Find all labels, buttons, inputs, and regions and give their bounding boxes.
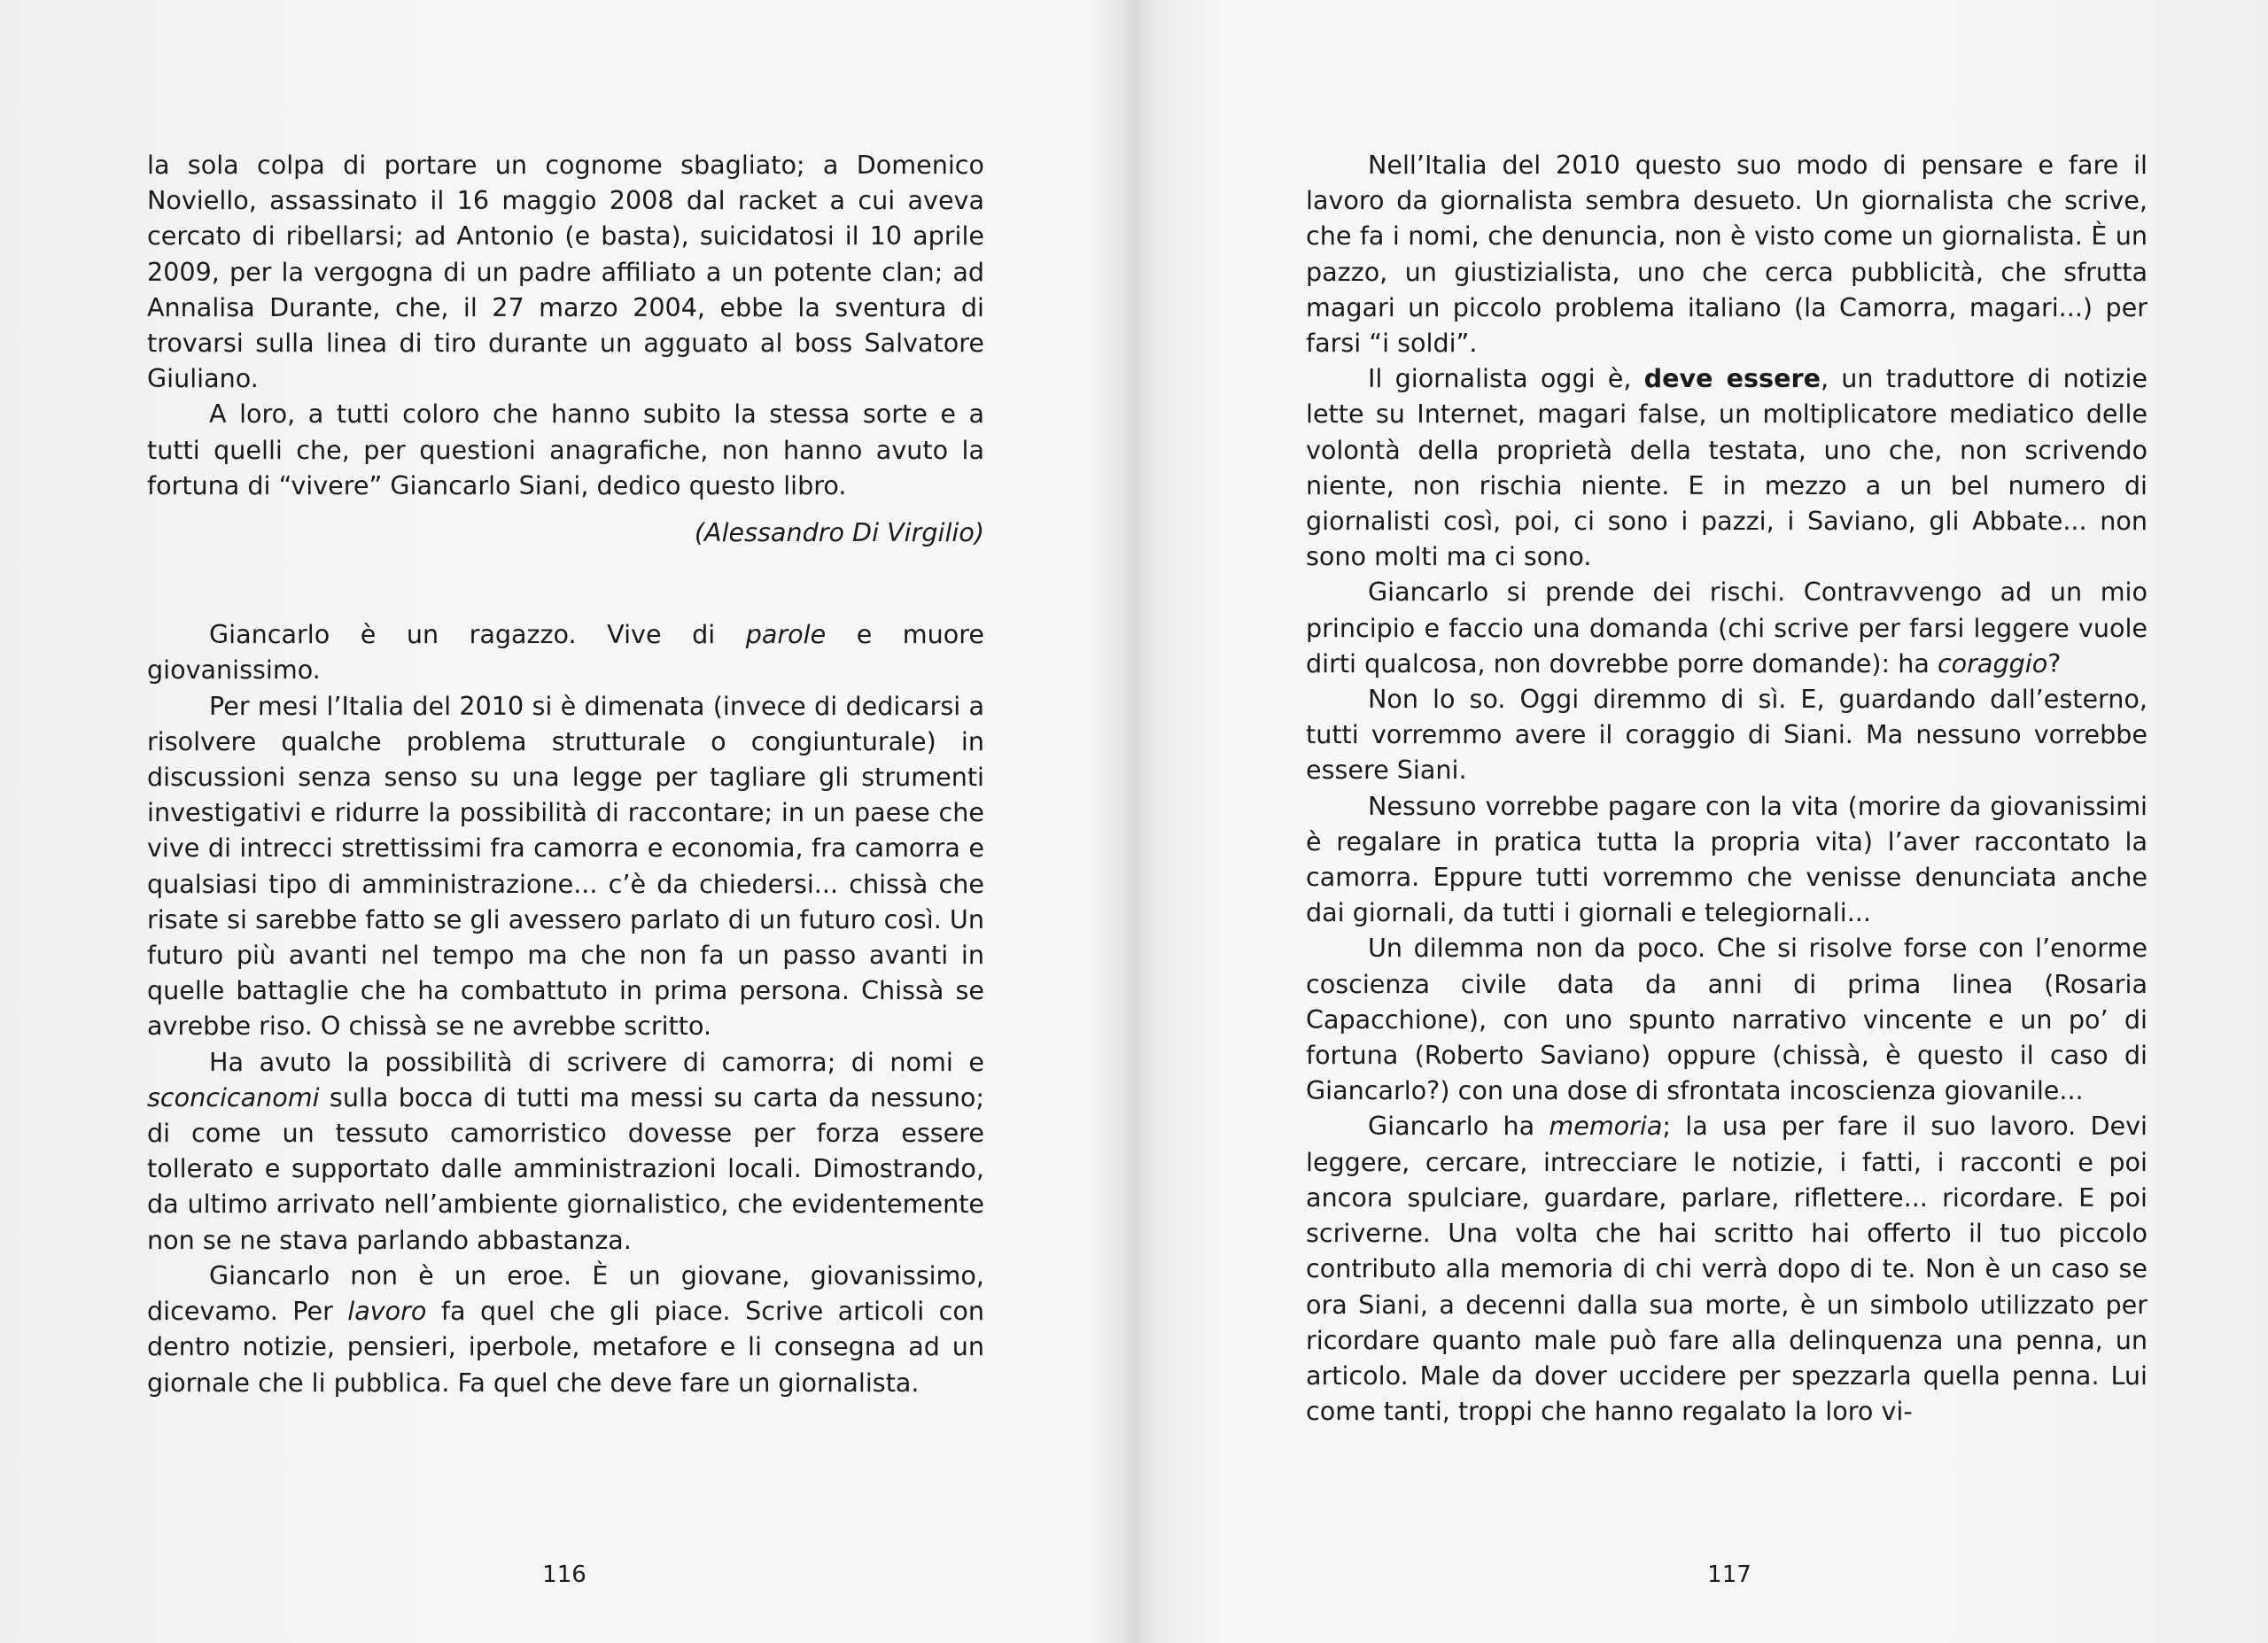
paragraph: Non lo so. Oggi diremmo di sì. E, guardando dall’esterno, tutti vorremmo avere il coraggio di Siani. Ma nessuno vorrebbe essere Siani.: [1306, 684, 2148, 786]
paragraph: la sola colpa di portare un cognome sbagliato; a Domenico Noviello, assassinato il 16 maggio 2008 dal racket a cui aveva cercato di ribellarsi; ad Antonio (e basta), suicidatosi il 10 aprile 2009, per la vergogna di un padre affiliato a un potente clan; ad Annalisa Durante, che, il 27 marzo 2004, ebbe la sventura di trovarsi sulla linea di tiro durante un agguato al boss Salvatore Giuliano.: [147, 150, 984, 394]
author-signature: (Alessandro Di Virgilio): [694, 517, 984, 548]
paragraph: Un dilemma non da poco. Che si risolve forse con l’enorme coscienza civile data da anni di prima linea (Rosaria Capacchione), con uno spunto narrativo vincente e un po’ di fortuna (Roberto Saviano) oppure (chissà, è questo il caso di Giancarlo?) con una dose di sfrontata incoscienza giovanile...: [1306, 933, 2148, 1106]
paragraph: Nessuno vorrebbe pagare con la vita (morire da giovanissimi è regalare in pratica tutta la propria vita) l’aver raccontato la camorra. Eppure tutti vorremmo che venisse denunciata anche dai giornali, da tutti i giornali e telegiornali...: [1306, 790, 2148, 928]
text-run: ?: [2047, 647, 2062, 678]
text-run: Giancarlo si prende dei rischi. Contravvengo ad un mio principio e faccio una domanda (chi scrive per farsi leggere vuole dirti qualcosa, non dovrebbe porre domande): ha: [1306, 577, 2148, 678]
italic-word: coraggio: [1937, 647, 2048, 678]
text-run: Giancarlo è un ragazzo. Vive di: [209, 619, 746, 650]
italic-word: sconcicanomi: [147, 1081, 320, 1112]
text-run: Giancarlo non è un eroe. È un giovane, giovanissimo, dicevamo. Per: [147, 1259, 984, 1327]
paragraph: [1306, 1108, 2148, 1429]
paragraph: Per mesi l’Italia del 2010 si è dimenata (invece di dedicarsi a risolvere qualche problema strutturale o congiunturale) in discussioni senza senso su una legge per tagliare gli strumenti investigativi e ridurre la possibilità di raccontare; in un paese che vive di intrecci strettissimi fra camorra e economia, fra camorra e qualsiasi tipo di amministrazione... c’è da chiedersi... chissà che risate si sarebbe fatto se gli avessero parlato di un futuro così. Un futuro più avanti nel tempo ma che non fa un passo avanti in quelle battaglie che ha combattuto in prima persona. Chissà se avrebbe riso. O chissà se ne avrebbe scritto.: [147, 690, 984, 1042]
text-run: e muore giovanissimo.: [147, 619, 984, 686]
text-run: sulla bocca di tutti ma messi su carta da nessuno; di come un tessuto camorristico dovesse per forza essere tollerato e supportato dalle amministrazioni locali. Dimostrando, da ultimo arrivato nell’ambiente giornalistico, che evidentemente non se ne stava parlando abbastanza.: [147, 1081, 984, 1255]
text-run: ; la usa per fare il suo lavoro. Devi leggere, cercare, intrecciare le notizie, i fatti, i racconti e poi ancora spulciare, guardare, parlare, riflettere... ricordare. E poi scriverne. Una volta che hai scritto hai offerto il tuo piccolo contributo alla memoria di chi verrà dopo di te. Non è un caso se ora Siani, a decenni dalla sua morte, è un simbolo utilizzato per ricordare quanto male può fare alla delinquenza una penna, un articolo. Male da dover uccidere per spezzarla quella penna. Lui come tanti, troppi che hanno regalato la loro vi-: [1306, 1111, 2148, 1427]
paragraph: [1306, 360, 2148, 574]
left-page-body: [147, 147, 984, 1400]
italic-word: memoria: [1549, 1111, 1663, 1142]
bold-phrase: deve essere: [1643, 363, 1821, 394]
paragraph: [1306, 574, 2148, 681]
italic-word: parole: [745, 619, 827, 650]
right-page-body: [1306, 147, 2148, 1429]
page-number: 117: [1707, 1562, 1751, 1588]
text-run: Il giornalista oggi è,: [1368, 363, 1644, 394]
paragraph: [147, 616, 984, 687]
italic-word: lavoro: [347, 1296, 427, 1327]
paragraph: Nell’Italia del 2010 questo suo modo di pensare e fare il lavoro da giornalista sembra desueto. Un giornalista che scrive, che fa i nomi, che denuncia, non è visto come un giornalista. È un pazzo, un giustizialista, uno che cerca pubblicità, che sfrutta magari un piccolo problema italiano (la Camorra, magari...) per farsi “i soldi”.: [1306, 150, 2148, 359]
paragraph: [147, 1258, 984, 1400]
text-run: Ha avuto la possibilità di scrivere di camorra; di nomi e: [209, 1046, 984, 1077]
right-page: [1134, 0, 2268, 1643]
text-run: Giancarlo ha: [1368, 1111, 1550, 1142]
paragraph: [147, 1044, 984, 1258]
paragraph: A loro, a tutti coloro che hanno subito la stessa sorte e a tutti quelli che, per questioni anagrafiche, non hanno avuto la fortuna di “vivere” Giancarlo Siani, dedico questo libro.: [147, 399, 984, 500]
text-run: fa quel che gli piace. Scrive articoli con dentro notizie, pensieri, iperbole, metafore e li consegna ad un giornale che li pubblica. Fa quel che deve fare un giornalista.: [147, 1296, 984, 1398]
text-run: , un traduttore di notizie lette su Internet, magari false, un moltiplicatore mediatico delle volontà della proprietà della testata, uno che, non scrivendo niente, non rischia niente. E in mezzo a un bel numero di giornalisti così, poi, ci sono i pazzi, i Saviano, gli Abbate... non sono molti ma ci sono.: [1306, 363, 2148, 572]
page-number: 116: [542, 1562, 586, 1588]
